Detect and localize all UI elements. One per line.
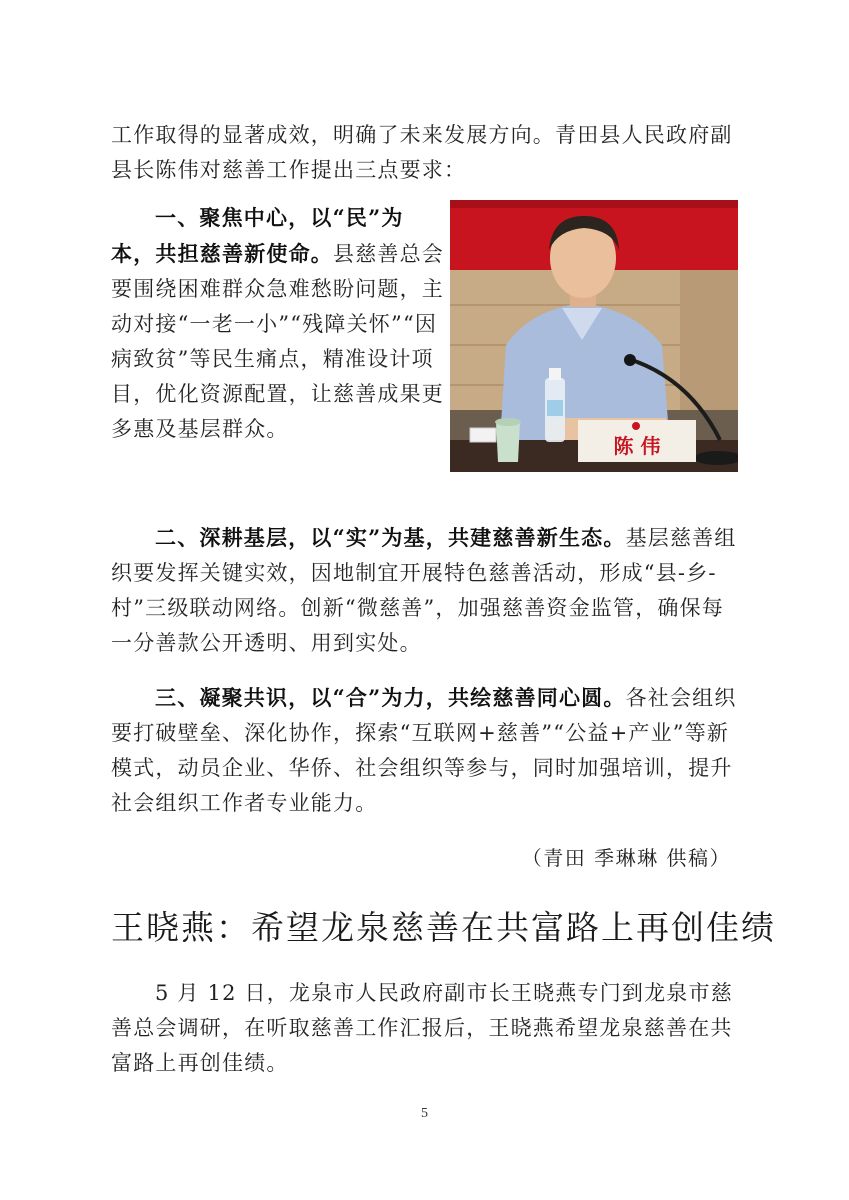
section-body-paragraph: 5 月 12 日，龙泉市人民政府副市长王晓燕专门到龙泉市慈善总会调研，在听取慈善工作汇报后，王晓燕希望龙泉慈善在共富路上再创佳绩。 xyxy=(111,981,733,1075)
paragraph-point-2 xyxy=(111,520,741,661)
point-1-title: 一、聚焦中心，以“民”为本，共担慈善新使命。 xyxy=(111,205,404,266)
article-credit: （青田 季琳琳 供稿） xyxy=(521,846,731,870)
point-1-body: 县慈善总会要围绕困难群众急难愁盼问题，主动对接“一老一小”“残障关怀”“因病致贫”等民生痛点，精准设计项目，优化资源配置，让慈善成果更多惠及基层群众。 xyxy=(111,242,444,441)
point-2-body: 基层慈善组织要发挥关键实效，因地制宜开展特色慈善活动，形成“县-乡-村”三级联动网络。创新“微慈善”，加强慈善资金监管，确保每一分善款公开透明、用到实处。 xyxy=(111,526,737,655)
point-3-body: 各社会组织要打破壁垒、深化协作，探索“互联网+慈善”“公益+产业”等新模式，动员企业、华侨、社会组织等参与，同时加强培训，提升社会组织工作者专业能力。 xyxy=(111,686,737,815)
nameplate-text: 陈 伟 xyxy=(613,434,661,458)
meeting-photo-illustration xyxy=(450,200,738,472)
page-number: 5 xyxy=(421,1106,428,1121)
paragraph-point-1 xyxy=(111,200,447,447)
paragraph-continuation: 工作取得的显著成效，明确了未来发展方向。青田县人民政府副县长陈伟对慈善工作提出三点要求： xyxy=(111,123,733,182)
section-heading: 王晓燕：希望龙泉慈善在共富路上再创佳绩 xyxy=(111,908,776,947)
point-2-title: 二、深耕基层，以“实”为基，共建慈善新生态。 xyxy=(155,525,626,550)
paragraph-point-3 xyxy=(111,680,741,821)
point-3-title: 三、凝聚共识，以“合”为力，共绘慈善同心圆。 xyxy=(155,685,626,710)
meeting-photo xyxy=(450,200,738,472)
